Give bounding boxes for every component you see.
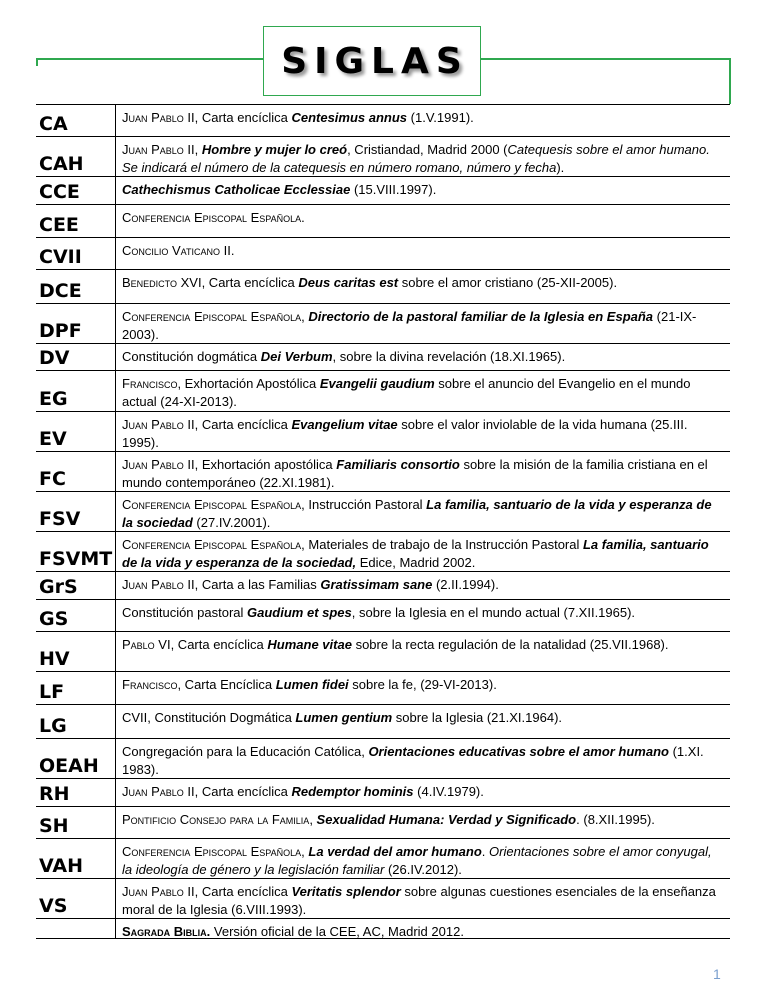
sigla-code: CAH	[36, 137, 116, 176]
sigla-code: RH	[36, 779, 116, 806]
header-rule-left	[36, 58, 264, 60]
sigla-code: EG	[36, 371, 116, 411]
table-row	[36, 104, 730, 137]
table-row	[36, 412, 730, 452]
sigla-description: Constitución dogmática Dei Verbum, sobre la divina revelación (18.XI.1965).	[122, 349, 566, 364]
sigla-code: EV	[36, 412, 116, 451]
table-row	[36, 205, 730, 238]
table-row	[36, 879, 730, 919]
sigla-description: Conferencia Episcopal Española, Directorio de la pastoral familiar de la Iglesia en España (21-IX-2003).	[122, 309, 697, 342]
sigla-code	[36, 919, 116, 938]
siglas-table	[36, 104, 730, 939]
header-rule-left-tick	[36, 58, 38, 66]
sigla-code: CA	[36, 105, 116, 136]
sigla-code: GS	[36, 600, 116, 631]
sigla-code: LF	[36, 672, 116, 704]
sigla-code: FC	[36, 452, 116, 491]
sigla-code: GrS	[36, 572, 116, 599]
sigla-description: Conferencia Episcopal Española, Materiales de trabajo de la Instrucción Pastoral La familia, santuario de la vida y esperanza de la sociedad, Edice, Madrid 2002.	[122, 537, 709, 570]
sigla-description: Pablo VI, Carta encíclica Humane vitae sobre la recta regulación de la natalidad (25.VII.1968).	[122, 637, 669, 652]
table-row	[36, 238, 730, 270]
sigla-description: Juan Pablo II, Carta encíclica Evangelium vitae sobre el valor inviolable de la vida humana (25.III. 1995).	[122, 417, 688, 450]
table-row	[36, 452, 730, 492]
table-row	[36, 739, 730, 779]
sigla-description: Juan Pablo II, Carta encíclica Redemptor hominis (4.IV.1979).	[122, 784, 484, 799]
sigla-description: Pontificio Consejo para la Familia, Sexualidad Humana: Verdad y Significado. (8.XII.1995).	[122, 812, 655, 827]
sigla-code: VAH	[36, 839, 116, 878]
header-rule-right-tick	[729, 58, 731, 104]
sigla-code: CVII	[36, 238, 116, 269]
sigla-description: Congregación para la Educación Católica, Orientaciones educativas sobre el amor humano (1.XI. 1983).	[122, 744, 704, 777]
page-number: 1	[713, 966, 721, 982]
sigla-description: Francisco, Exhortación Apostólica Evangelii gaudium sobre el anuncio del Evangelio en el mundo actual (24-XI-2013).	[122, 376, 691, 409]
table-row	[36, 532, 730, 572]
sigla-description: Cathechismus Catholicae Ecclessiae (15.VIII.1997).	[122, 182, 437, 197]
table-row	[36, 371, 730, 412]
table-row	[36, 600, 730, 632]
table-row	[36, 779, 730, 807]
sigla-description: Juan Pablo II, Carta encíclica Centesimus annus (1.V.1991).	[122, 110, 474, 125]
table-row	[36, 177, 730, 205]
table-row	[36, 672, 730, 705]
sigla-description: Juan Pablo II, Hombre y mujer lo creó, Cristiandad, Madrid 2000 (Catequesis sobre el amor humano. Se indicará el número de la catequesis en número romano, número y fecha).	[122, 142, 710, 175]
table-row	[36, 304, 730, 344]
title-box	[263, 26, 481, 96]
sigla-code: CCE	[36, 177, 116, 204]
table-row	[36, 137, 730, 177]
sigla-description: Conferencia Episcopal Española.	[122, 210, 305, 225]
sigla-code: FSVMT	[36, 532, 116, 571]
sigla-description: Sagrada Biblia. Versión oficial de la CEE, AC, Madrid 2012.	[122, 924, 464, 939]
table-row	[36, 492, 730, 532]
table-row	[36, 705, 730, 739]
sigla-description: Juan Pablo II, Exhortación apostólica Familiaris consortio sobre la misión de la familia cristiana en el mundo contemporáneo (22.XI.1981).	[122, 457, 708, 490]
sigla-code: SH	[36, 807, 116, 838]
sigla-code: VS	[36, 879, 116, 918]
header-rule-right	[480, 58, 730, 60]
sigla-description: Concilio Vaticano II.	[122, 243, 235, 258]
page-title: SIGLAS	[281, 40, 469, 82]
sigla-description: Juan Pablo II, Carta a las Familias Gratissimam sane (2.II.1994).	[122, 577, 499, 592]
sigla-code: DV	[36, 344, 116, 370]
table-row	[36, 807, 730, 839]
sigla-description: Constitución pastoral Gaudium et spes, sobre la Iglesia en el mundo actual (7.XII.1965).	[122, 605, 636, 620]
table-row	[36, 270, 730, 304]
table-row	[36, 839, 730, 879]
table-row	[36, 632, 730, 672]
sigla-code: DCE	[36, 270, 116, 303]
sigla-description: Juan Pablo II, Carta encíclica Veritatis splendor sobre algunas cuestiones esenciales de la enseñanza moral de la Iglesia (6.VIII.1993).	[122, 884, 716, 917]
table-row	[36, 344, 730, 371]
sigla-code: CEE	[36, 205, 116, 237]
table-row	[36, 919, 730, 939]
sigla-code: HV	[36, 632, 116, 671]
sigla-description: Benedicto XVI, Carta encíclica Deus caritas est sobre el amor cristiano (25-XII-2005).	[122, 275, 618, 290]
sigla-code: LG	[36, 705, 116, 738]
sigla-description: Francisco, Carta Encíclica Lumen fidei sobre la fe, (29-VI-2013).	[122, 677, 497, 692]
sigla-description: CVII, Constitución Dogmática Lumen gentium sobre la Iglesia (21.XI.1964).	[122, 710, 563, 725]
sigla-code: OEAH	[36, 739, 116, 778]
sigla-code: FSV	[36, 492, 116, 531]
sigla-description: Conferencia Episcopal Española, Instrucción Pastoral La familia, santuario de la vida y esperanza de la sociedad (27.IV.2001).	[122, 497, 712, 530]
sigla-code: DPF	[36, 304, 116, 343]
sigla-description: Conferencia Episcopal Española, La verdad del amor humano. Orientaciones sobre el amor conyugal, la ideología de género y la legislación familiar (26.IV.2012).	[122, 844, 712, 877]
table-row	[36, 572, 730, 600]
